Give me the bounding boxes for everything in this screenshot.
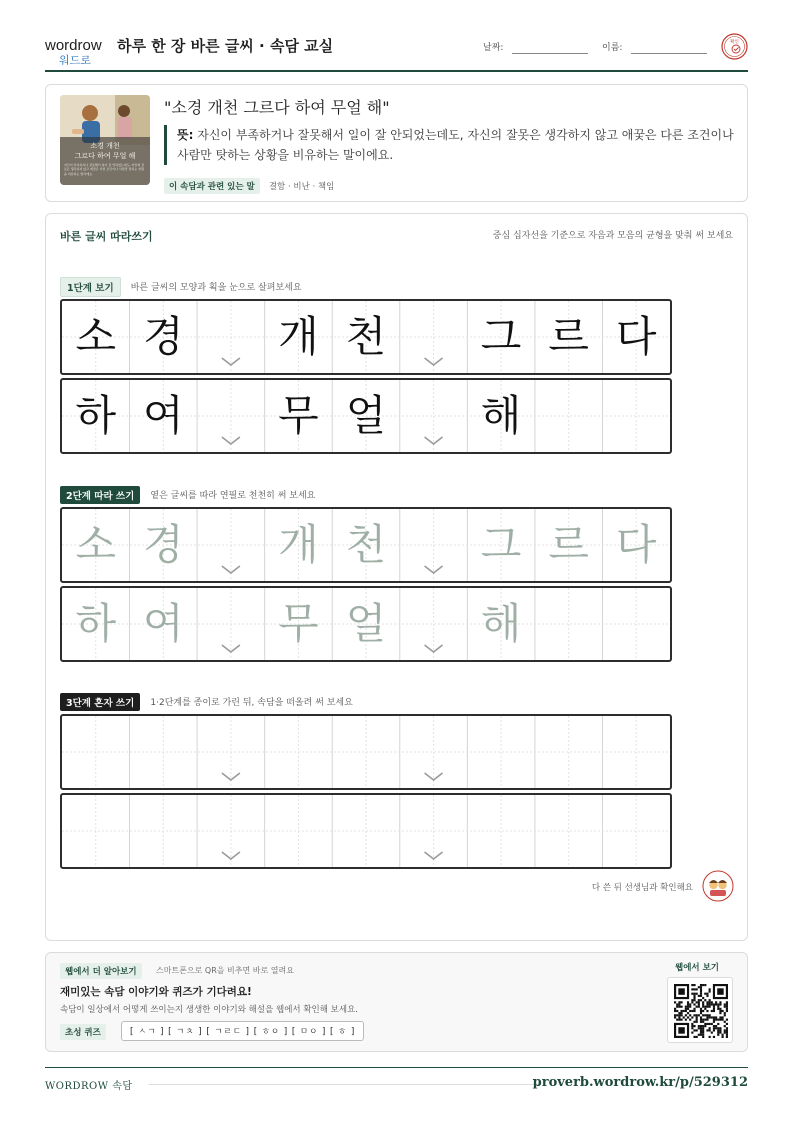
practice-character: 여 xyxy=(143,599,184,648)
page-footer xyxy=(45,1067,748,1097)
teacher-stamp-icon xyxy=(702,870,734,902)
name-label: 이름: xyxy=(602,43,623,53)
related-words xyxy=(164,175,335,192)
illustration-title: 소경 개천 그르다 하여 무얼 해 xyxy=(74,142,136,160)
practice-character: 하 xyxy=(75,391,117,440)
practice-character: 얼 xyxy=(345,391,387,440)
svg-text:확인: 확인 xyxy=(730,40,739,45)
proverb-meaning xyxy=(164,125,734,165)
practice-character: 개 xyxy=(278,520,319,569)
practice-character: 다 xyxy=(615,312,657,361)
promo-badge: 웹에서 더 알아보기 xyxy=(60,963,142,979)
practice-character: 경 xyxy=(143,312,184,361)
blank-row[interactable] xyxy=(60,793,672,869)
name-field[interactable] xyxy=(631,53,707,54)
practice-character: 르 xyxy=(548,312,589,361)
proverb-title: "소경 개천 그르다 하여 무얼 해" xyxy=(164,98,390,117)
page-header xyxy=(45,28,748,72)
meaning-label: 뜻: xyxy=(177,128,194,142)
wordrow-logo xyxy=(45,35,109,65)
related-badge: 이 속담과 관련 있는 말 xyxy=(164,178,260,194)
promo-subtitle: 스마트폰으로 QR을 비추면 바로 열려요 xyxy=(156,966,294,975)
footer-brand: WORDROW 속담 xyxy=(45,1081,133,1092)
check-stamp-icon xyxy=(721,33,748,60)
grid-lines xyxy=(62,716,670,788)
illustration-caption: 자신이 부족하거나 잘못해서 일이 잘 안되었는데도, 자신의 잘못은 생각하지 않고 애꿎은 다른 조건이나 사람만 탓하는 상황을 비유하는 말이에요. xyxy=(64,163,145,176)
practice-character: 다 xyxy=(615,520,657,569)
practice-character: 르 xyxy=(548,520,589,569)
svg-text:wordrow: wordrow xyxy=(45,37,102,54)
practice-character: 해 xyxy=(480,391,522,440)
step-3 xyxy=(60,691,353,709)
practice-character: 해 xyxy=(480,599,522,648)
step-1 xyxy=(60,276,302,294)
teacher-check-note: 다 쓴 뒤 선생님과 확인해요 xyxy=(591,883,693,893)
practice-character: 그 xyxy=(480,312,522,361)
handwriting-practice xyxy=(45,213,748,941)
promo-description: 속담이 일상에서 어떻게 쓰이는지 생생한 이야기와 해설을 웹에서 확인해 보세요. xyxy=(60,1005,358,1015)
tracing-row[interactable] xyxy=(60,507,672,583)
writing-row xyxy=(60,299,672,375)
practice-character: 하 xyxy=(75,599,117,648)
practice-character: 그 xyxy=(480,520,522,569)
footer-url[interactable]: proverb.wordrow.kr/p/529312 xyxy=(532,1075,748,1090)
step-3-desc: 1·2단계를 종이로 가린 뒤, 속담을 떠올려 써 보세요 xyxy=(150,698,353,708)
practice-character: 천 xyxy=(345,520,387,569)
practice-character: 무 xyxy=(278,599,319,648)
blank-row[interactable] xyxy=(60,714,672,790)
page-title: 하루 한 장 바른 글씨 · 속담 교실 xyxy=(117,37,334,55)
quiz-label: 초성 퀴즈 xyxy=(60,1024,106,1040)
qr-code-icon xyxy=(674,984,728,1038)
step-1-badge: 1단계 보기 xyxy=(60,277,121,297)
step-2-badge: 2단계 따라 쓰기 xyxy=(60,486,140,504)
step-2 xyxy=(60,484,315,502)
step-2-desc: 옅은 글씨를 따라 연필로 천천히 써 보세요 xyxy=(150,491,316,501)
practice-character: 소 xyxy=(75,312,117,361)
practice-character: 여 xyxy=(143,391,184,440)
practice-character: 무 xyxy=(278,391,319,440)
practice-note: 중심 십자선을 기준으로 자음과 모음의 균형을 맞춰 써 보세요 xyxy=(492,231,733,241)
step-3-badge: 3단계 혼자 쓰기 xyxy=(60,693,140,711)
writing-row xyxy=(60,378,672,454)
meaning-text: 자신이 부족하거나 잘못해서 일이 잘 안되었는데도, 자신의 잘못은 생각하지 않고 애꿎은 다른 조건이나 사람만 탓하는 상황을 비유하는 말이에요. xyxy=(177,128,734,162)
web-promo xyxy=(45,952,748,1052)
practice-character: 개 xyxy=(278,312,319,361)
related-tags: 결함 · 비난 · 책임 xyxy=(268,181,335,192)
qr-code[interactable] xyxy=(667,977,733,1043)
proverb-illustration xyxy=(60,95,150,185)
tracing-row[interactable] xyxy=(60,586,672,662)
quiz-hint: [ ㅅㄱ ] [ ㄱㅊ ] [ ㄱㄹㄷ ] [ ㅎㅇ ] [ ㅁㅇ ] [ ㅎ ] xyxy=(121,1021,364,1041)
practice-character: 소 xyxy=(75,520,117,569)
date-field[interactable] xyxy=(512,53,588,54)
practice-title: 바른 글씨 따라쓰기 xyxy=(60,230,153,243)
practice-character: 천 xyxy=(345,312,387,361)
practice-character: 얼 xyxy=(345,599,387,648)
footer-divider xyxy=(149,1084,541,1085)
date-label: 날짜: xyxy=(483,43,504,53)
promo-title: 재미있는 속담 이야기와 퀴즈가 기다려요! xyxy=(60,986,252,998)
practice-character: 경 xyxy=(143,520,184,569)
svg-text:워드로: 워드로 xyxy=(59,54,91,65)
qr-label: 웹에서 보기 xyxy=(674,963,719,973)
proverb-card xyxy=(45,84,748,202)
grid-lines xyxy=(62,795,670,867)
step-1-desc: 바른 글씨의 모양과 획을 눈으로 살펴보세요 xyxy=(130,283,302,293)
